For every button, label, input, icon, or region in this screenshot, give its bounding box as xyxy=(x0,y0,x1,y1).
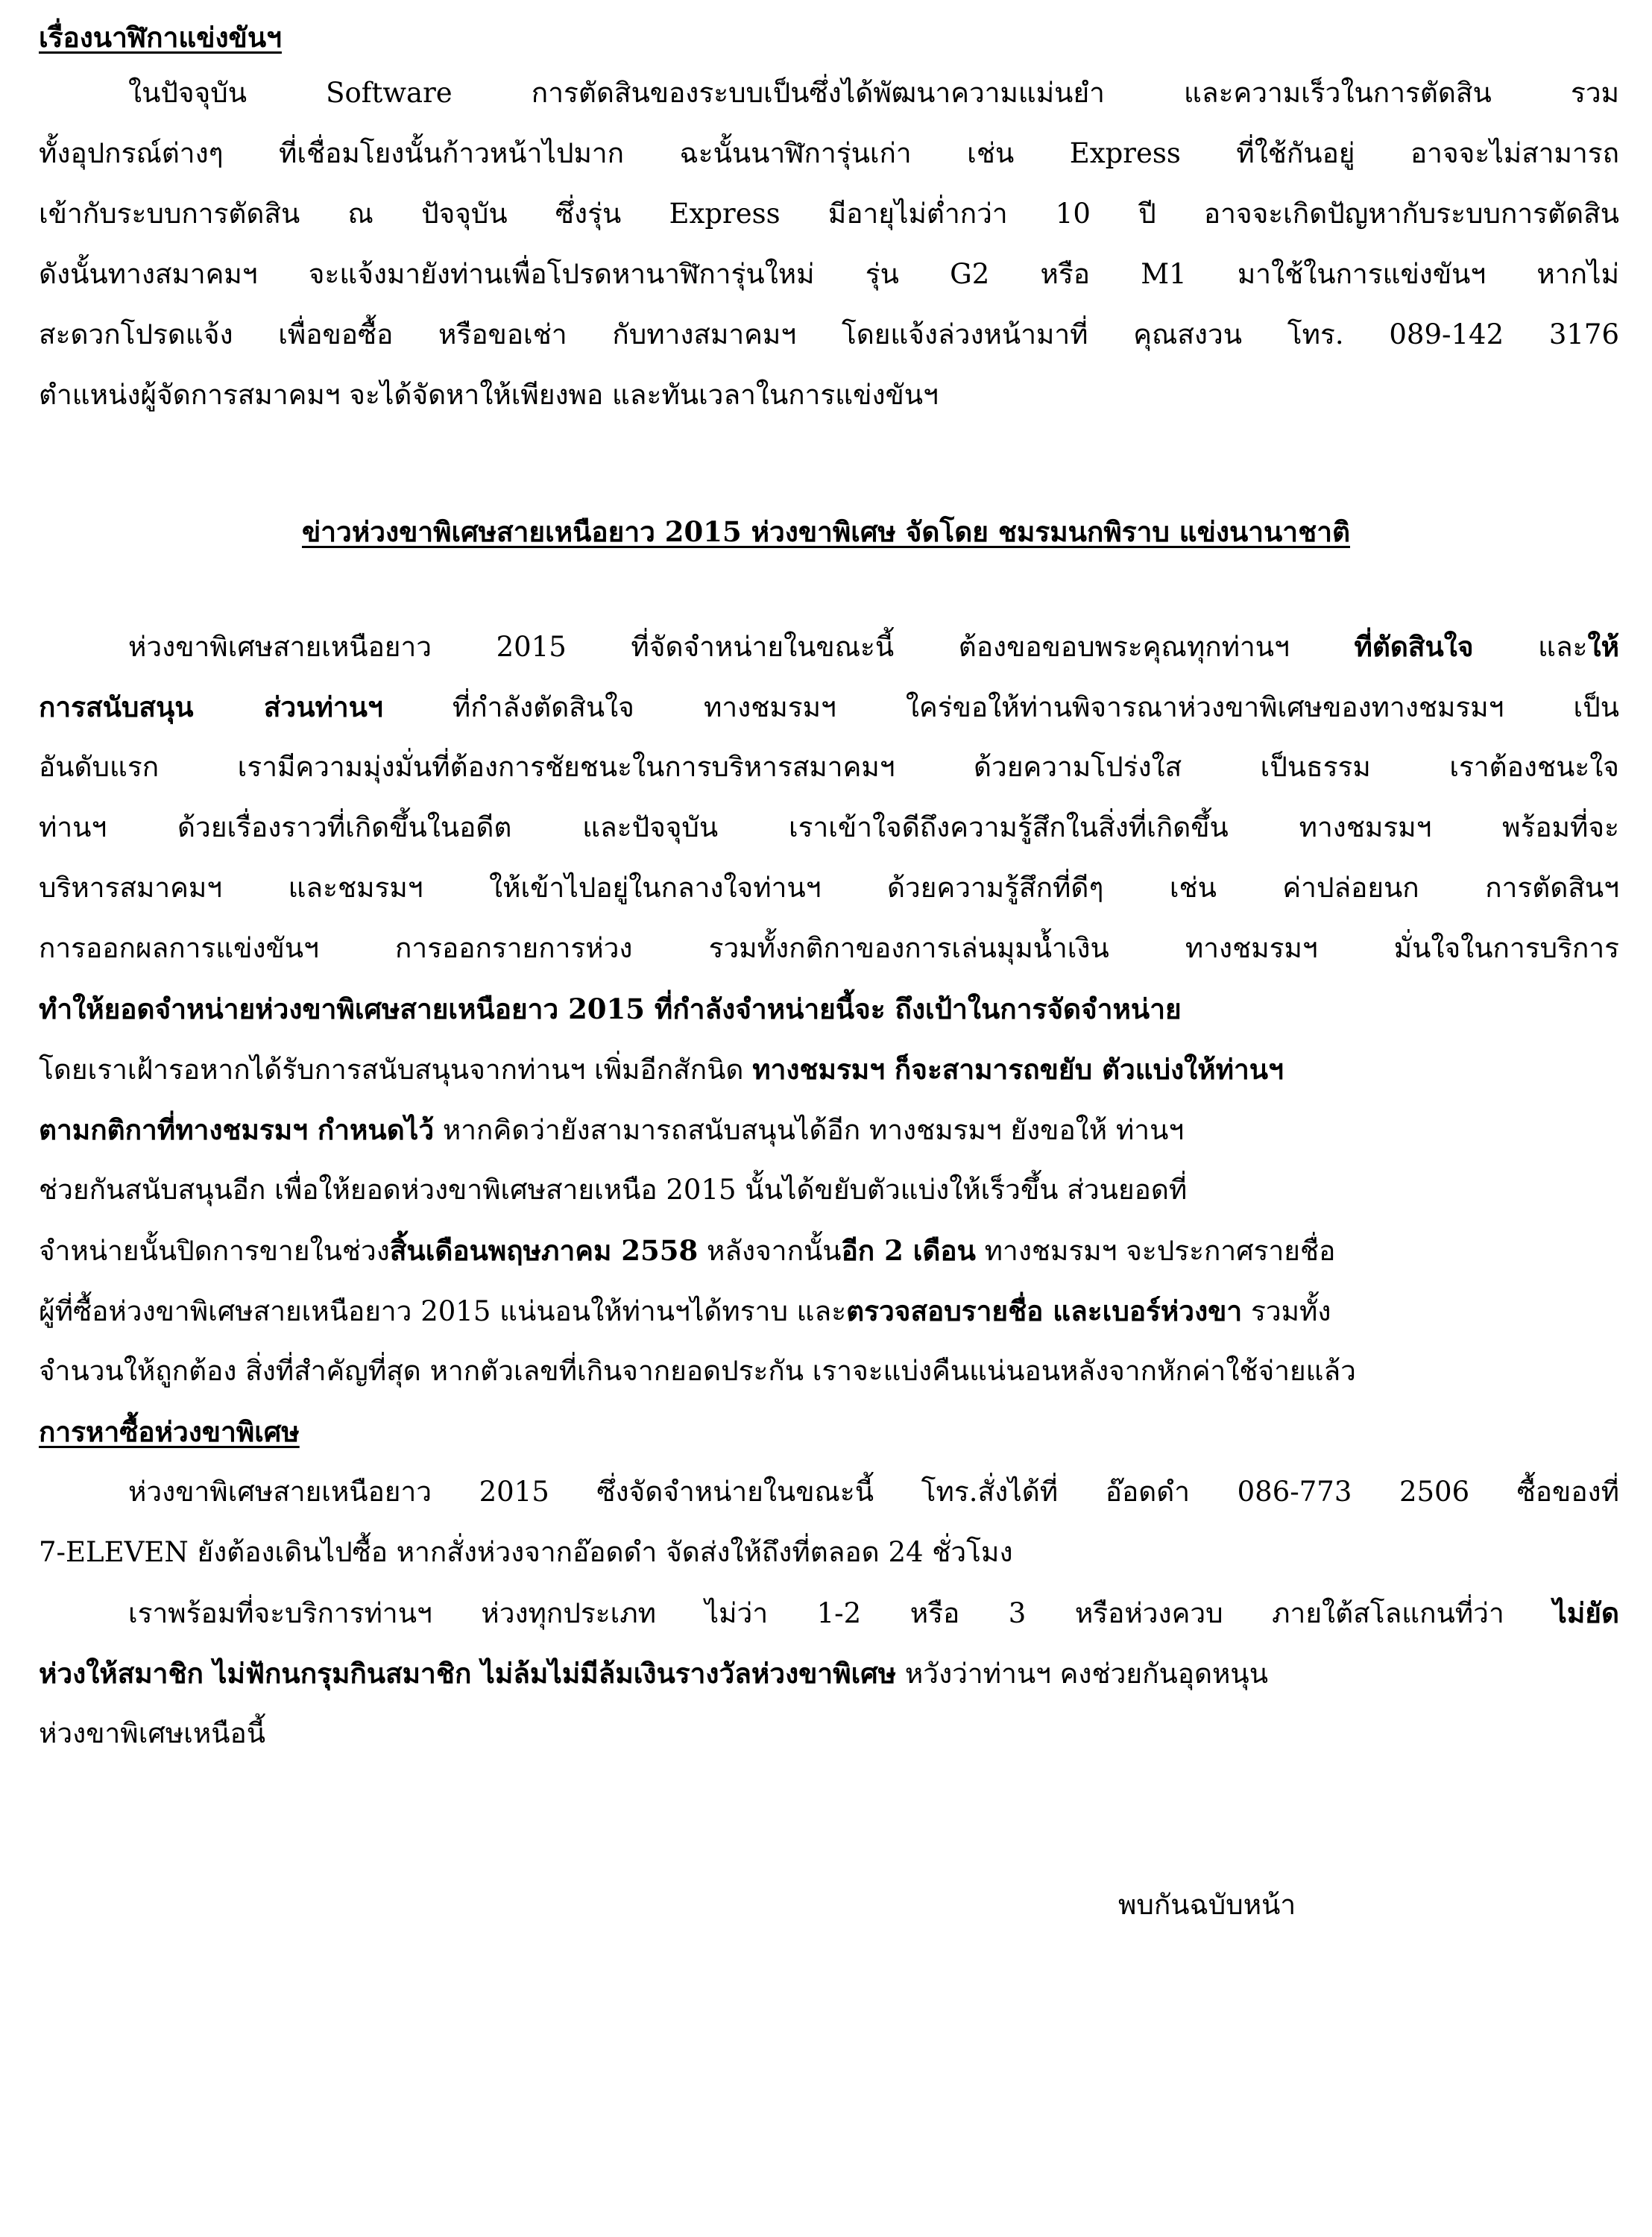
paragraph-line: ห่วงขาพิเศษสายเหนือยาว 2015 ซึ่งจัดจำหน่ายในขณะนี้ โทร.สั่งได้ที่ อ๊อดดำ 086-773 2506 ซื้อของที่ xyxy=(128,1476,1619,1508)
paragraph-line: ตามกติกาที่ทางชมรมฯ กำหนดไว้ หากคิดว่ายังสามารถสนับสนุนได้อีก ทางชมรมฯ ยังขอให้ ท่านฯ xyxy=(39,1113,1185,1146)
paragraph-line: การออกผลการแข่งขันฯ การออกรายการห่วง รวมทั้งกติกาของการเล่นมุมน้ำเงิน ทางชมรมฯ มั่นใจในการบริการ xyxy=(39,932,1619,964)
paragraph-line: ตำแหน่งผู้จัดการสมาคมฯ จะได้จัดหาให้เพียงพอ และทันเวลาในการแข่งขันฯ xyxy=(39,379,939,411)
paragraph-line: จำหน่ายนั้นปิดการขายในช่วงสิ้นเดือนพฤษภาคม 2558 หลังจากนั้นอีก 2 เดือน ทางชมรมฯ จะประกาศรายชื่อ xyxy=(39,1234,1336,1267)
closing-line: พบกันฉบับหน้า xyxy=(1118,1889,1296,1921)
heading-clock: เรื่องนาฬิกาแข่งขันฯ xyxy=(39,21,282,54)
paragraph-line: บริหารสมาคมฯ และชมรมฯ ให้เข้าไปอยู่ในกลางใจท่านฯ ด้วยความรู้สึกที่ดีๆ เช่น ค่าปล่อยนก การตัดสินฯ xyxy=(39,872,1619,904)
paragraph-line: ดังนั้นทางสมาคมฯ จะแจ้งมายังท่านเพื่อโปรดหานาฬิการุ่นใหม่ รุ่น G2 หรือ M1 มาใช้ในการแข่งขันฯ หากไม่ xyxy=(39,258,1619,290)
paragraph-line: การสนับสนุน ส่วนท่านฯ ที่กำลังตัดสินใจ ทางชมรมฯ ใคร่ขอให้ท่านพิจารณาห่วงขาพิเศษของทางชมรมฯ เป็น xyxy=(39,690,1619,723)
heading-news: ข่าวห่วงขาพิเศษสายเหนือยาว 2015 ห่วงขาพิเศษ จัดโดย ชมรมนกพิราบ แข่งนานาชาติ xyxy=(301,515,1351,548)
paragraph-line: ทั้งอุปกรณ์ต่างๆ ที่เชื่อมโยงนั้นก้าวหน้าไปมาก ฉะนั้นนาฬิการุ่นเก่า เช่น Express ที่ใช้กันอยู่ อาจจะไม่สามารถ xyxy=(39,137,1619,169)
paragraph-line: จำนวนให้ถูกต้อง สิ่งที่สำคัญที่สุด หากตัวเลขที่เกินจากยอดประกัน เราจะแบ่งคืนแน่นอนหลังจากหักค่าใช้จ่ายแล้ว xyxy=(39,1355,1356,1387)
paragraph-line: ห่วงให้สมาชิก ไม่ฟักนกรุมกินสมาชิก ไม่ล้มไม่มีล้มเงินรางวัลห่วงขาพิเศษ หวังว่าท่านฯ คงช่วยกันอุดหนุน xyxy=(39,1657,1268,1690)
paragraph-line: ผู้ที่ซื้อห่วงขาพิเศษสายเหนือยาว 2015 แน่นอนให้ท่านฯได้ทราบ และตรวจสอบรายชื่อ และเบอร์ห่วงขา รวมทั้ง xyxy=(39,1294,1331,1327)
paragraph-line: ห่วงขาพิเศษเหนือนี้ xyxy=(39,1717,266,1749)
paragraph-line: อันดับแรก เรามีความมุ่งมั่นที่ต้องการชัยชนะในการบริหารสมาคมฯ ด้วยความโปร่งใส เป็นธรรม เราต้องชนะใจ xyxy=(39,751,1619,783)
paragraph-line: ช่วยกันสนับสนุนอีก เพื่อให้ยอดห่วงขาพิเศษสายเหนือ 2015 นั้นได้ขยับตัวแบ่งให้เร็วขึ้น ส่วนยอดที่ xyxy=(39,1174,1188,1206)
paragraph-line: สะดวกโปรดแจ้ง เพื่อขอซื้อ หรือขอเช่า กับทางสมาคมฯ โดยแจ้งล่วงหน้ามาที่ คุณสงวน โทร. 089-142 3176 xyxy=(39,318,1619,350)
paragraph-line: ทำให้ยอดจำหน่ายห่วงขาพิเศษสายเหนือยาว 2015 ที่กำลังจำหน่ายนี้จะ ถึงเป้าในการจัดจำหน่าย xyxy=(39,992,1182,1025)
paragraph-line: ห่วงขาพิเศษสายเหนือยาว 2015 ที่จัดจำหน่ายในขณะนี้ ต้องขอขอบพระคุณทุกท่านฯ ที่ตัดสินใจ และให้ xyxy=(128,630,1619,663)
paragraph-line: 7-ELEVEN ยังต้องเดินไปซื้อ หากสั่งห่วงจากอ๊อดดำ จัดส่งให้ถึงที่ตลอด 24 ชั่วโมง xyxy=(39,1536,1013,1568)
heading-purchase: การหาซื้อห่วงขาพิเศษ xyxy=(39,1415,300,1448)
paragraph-line: ในปัจจุบัน Software การตัดสินของระบบเป็นซึ่งได้พัฒนาความแม่นยำ และความเร็วในการตัดสิน รวม xyxy=(128,77,1619,109)
paragraph-line: โดยเราเฝ้ารอหากได้รับการสนับสนุนจากท่านฯ เพิ่มอีกสักนิด ทางชมรมฯ ก็จะสามารถขยับ ตัวแบ่งให้ท่านฯ xyxy=(39,1053,1284,1086)
paragraph-line: เข้ากับระบบการตัดสิน ณ ปัจจุบัน ซึ่งรุ่น Express มีอายุไม่ต่ำกว่า 10 ปี อาจจะเกิดปัญหากับระบบการตัดสิน xyxy=(39,198,1619,230)
paragraph-line: เราพร้อมที่จะบริการท่านฯ ห่วงทุกประเภท ไม่ว่า 1-2 หรือ 3 หรือห่วงควบ ภายใต้สโลแกนที่ว่า ไม่ยัด xyxy=(128,1596,1619,1629)
paragraph-line: ท่านฯ ด้วยเรื่องราวที่เกิดขึ้นในอดีต และปัจจุบัน เราเข้าใจดีถึงความรู้สึกในสิ่งที่เกิดขึ้น ทางชมรมฯ พร้อมที่จะ xyxy=(39,811,1619,843)
